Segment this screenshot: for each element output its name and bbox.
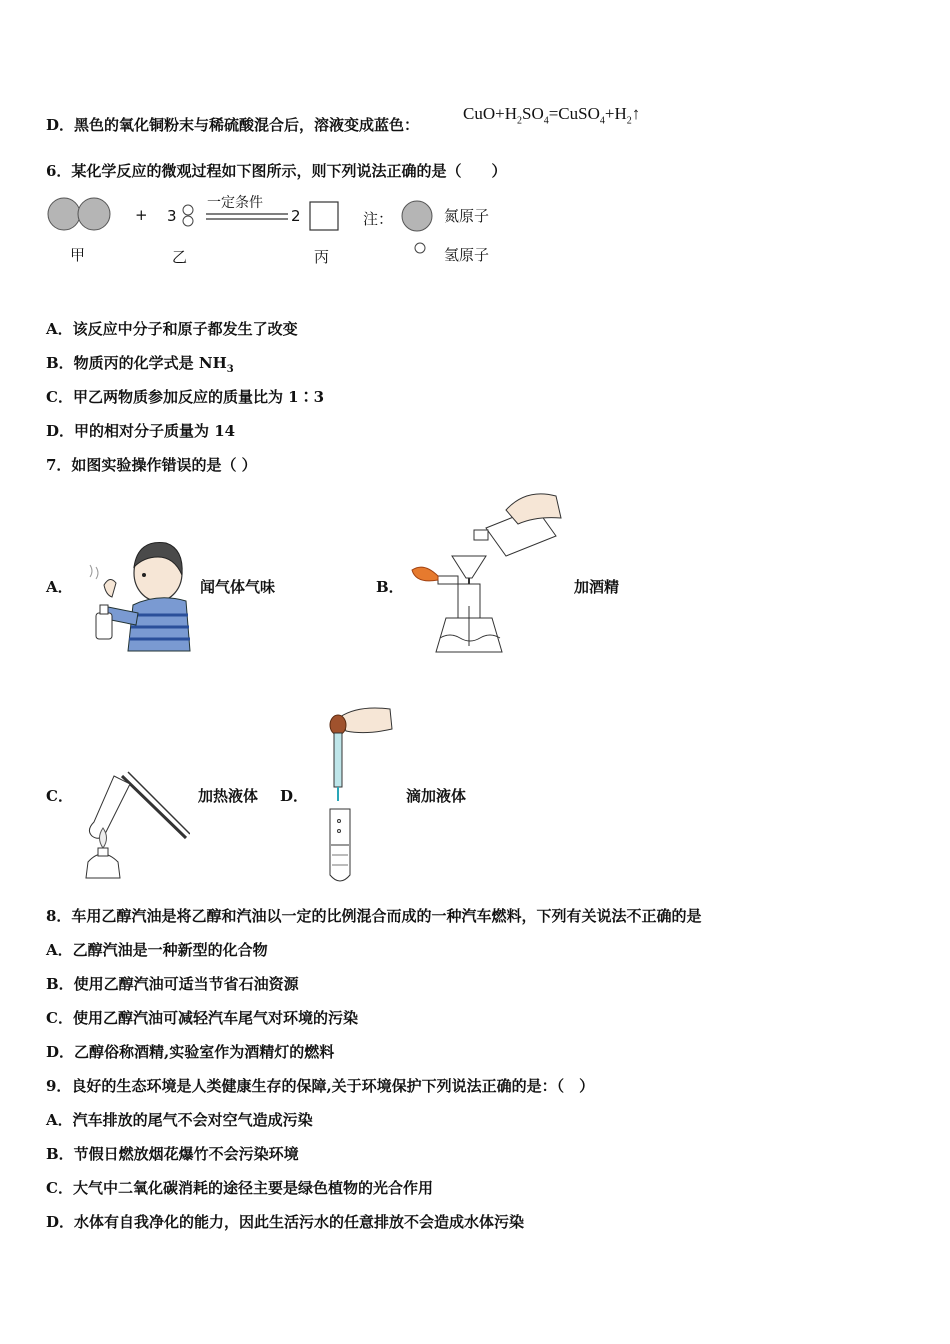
q6-option-d: D．甲的相对分子质量为 14 — [46, 422, 236, 440]
legend-nitrogen-icon — [402, 201, 432, 231]
q8-option-c: C．使用乙醇汽油可减轻汽车尾气对环境的污染 — [46, 1009, 358, 1027]
q7-b-letter: B． — [376, 578, 404, 596]
reaction-condition: 一定条件 — [207, 195, 263, 211]
adding-alcohol-figure — [406, 488, 566, 658]
label-jia: 甲 — [70, 246, 86, 264]
heating-liquid-figure — [74, 768, 190, 884]
legend-note: 注： — [363, 210, 394, 228]
dropping-liquid-figure — [318, 705, 398, 887]
q8-option-d: D．乙醇俗称酒精,实验室作为酒精灯的燃料 — [46, 1043, 335, 1061]
q9-option-a: A．汽车排放的尾气不会对空气造成污染 — [46, 1111, 313, 1129]
q6-option-b: B．物质丙的化学式是 $NH_3$ — [46, 354, 234, 375]
legend-hydrogen-label: 氢原子 — [444, 246, 490, 264]
q7-b-label: 加酒精 — [574, 578, 620, 596]
q7-d-letter: D． — [280, 787, 309, 805]
q7-a-letter: A． — [46, 578, 73, 596]
q7-stem: 7．如图实验操作错误的是（ ） — [46, 456, 257, 474]
q8-stem: 8．车用乙醇汽油是将乙醇和汽油以一定的比例混合而成的一种汽车燃料，下列有关说法不正确的是 — [46, 907, 702, 925]
q5-option-d-equation: $CuO+H_2SO_4=CuSO_4+H_2↑$ — [463, 104, 641, 127]
hydrogen-atom — [183, 216, 193, 226]
q6-stem: 6．某化学反应的微观过程如下图所示，则下列说法正确的是（ ） — [46, 162, 507, 180]
label-bing: 丙 — [314, 248, 330, 266]
q6-option-a: A．该反应中分子和原子都发生了改变 — [46, 320, 298, 338]
smelling-gas-figure — [78, 535, 193, 655]
q9-option-d: D．水体有自我净化的能力，因此生活污水的任意排放不会造成水体污染 — [46, 1213, 525, 1231]
coefficient-b: 3 — [167, 207, 177, 225]
plus-sign: + — [135, 206, 148, 224]
product-box — [310, 202, 338, 230]
legend-hydrogen-icon — [415, 243, 425, 253]
q9-option-b: B．节假日燃放烟花爆竹不会污染环境 — [46, 1145, 299, 1163]
coefficient-c: 2 — [291, 207, 301, 225]
q9-stem: 9．良好的生态环境是人类健康生存的保障,关于环境保护下列说法正确的是：（ ） — [46, 1077, 595, 1095]
q7-c-label: 加热液体 — [198, 787, 259, 805]
q7-c-letter: C． — [46, 787, 73, 805]
q8-option-a: A．乙醇汽油是一种新型的化合物 — [46, 941, 268, 959]
q5-option-d: D．黑色的氧化铜粉末与稀硫酸混合后，溶液变成蓝色： — [46, 116, 420, 134]
q7-d-label: 滴加液体 — [406, 787, 467, 805]
q9-option-c: C．大气中二氧化碳消耗的途径主要是绿色植物的光合作用 — [46, 1179, 433, 1197]
nitrogen-atom — [78, 198, 110, 230]
q6-reaction-diagram — [40, 190, 520, 270]
label-yi: 乙 — [172, 248, 188, 266]
q6-option-c: C．甲乙两物质参加反应的质量比为 1∶3 — [46, 388, 325, 406]
legend-nitrogen-label: 氮原子 — [444, 207, 490, 225]
q7-a-label: 闻气体气味 — [200, 578, 276, 596]
hydrogen-atom — [183, 205, 193, 215]
q8-option-b: B．使用乙醇汽油可适当节省石油资源 — [46, 975, 299, 993]
nitrogen-atom — [48, 198, 80, 230]
